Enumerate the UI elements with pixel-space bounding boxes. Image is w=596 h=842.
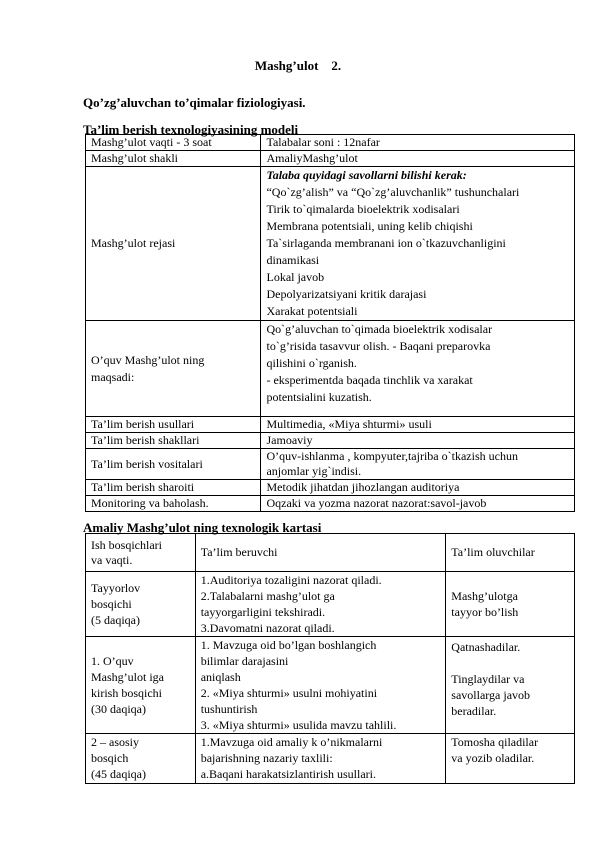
student-cell: Mashg’ulotga tayyor bo’lish bbox=[446, 572, 575, 637]
table-row bbox=[86, 449, 575, 480]
row-label: Ta’lim berish sharoiti bbox=[86, 480, 261, 496]
table-row bbox=[86, 496, 575, 512]
row-label: O’quv Mashg’ulot ning maqsadi: bbox=[86, 321, 261, 417]
table-row bbox=[86, 417, 575, 433]
row-label: Mashg’ulot vaqti - 3 soat bbox=[86, 135, 261, 151]
student-cell: Tomosha qiladilar va yozib oladilar. bbox=[446, 734, 575, 784]
page-heading: Mashg’ulot 2. bbox=[254, 58, 342, 73]
table-row bbox=[86, 433, 575, 449]
row-value: Talabalar soni : 12nafar bbox=[261, 135, 575, 151]
model-caption: Ta’lim berish texnologiyasining modeli bbox=[83, 122, 299, 137]
row-value: AmaliyMashg’ulot bbox=[261, 151, 575, 167]
technology-map-table bbox=[85, 533, 575, 784]
stage-cell: Tayyorlov bosqichi (5 daqiqa) bbox=[86, 572, 196, 637]
row-label: Ta’lim berish shakllari bbox=[86, 433, 261, 449]
table-row bbox=[86, 572, 575, 637]
table-row bbox=[86, 480, 575, 496]
row-label: Ta’lim berish usullari bbox=[86, 417, 261, 433]
row-value: Jamoaviy bbox=[261, 433, 575, 449]
row-label: Mashg’ulot shakli bbox=[86, 151, 261, 167]
value-heading: Talaba quyidagi savollarni bilishi kerak: bbox=[266, 168, 467, 182]
stage-cell: 1. O’quv Mashg’ulot iga kirish bosqichi (30 daqiqa) bbox=[86, 637, 196, 734]
model-table bbox=[85, 134, 575, 512]
row-value: Talaba quyidagi savollarni bilishi kerak: “Qo`zg’alish” va “Qo`zg’aluvchanlik” tushunchalari Tirik to`qimalarda bioelektrik xodisalari Membrana potentsiali, uning kelib chiqishi Ta`sirlaganda membranani ion o`tkazuvchanligini dinamikasi Lokal javob Depolyarizatsiyani kritik darajasi Xarakat potentsiali bbox=[261, 167, 575, 321]
column-header: Ta’lim beruvchi bbox=[195, 534, 446, 572]
table-row bbox=[86, 151, 575, 167]
teacher-cell: 1.Auditoriya tozaligini nazorat qiladi. 2.Talabalarni mashg’ulot ga tayyorgarligini tekshiradi. 3.Davomatni nazorat qiladi. bbox=[195, 572, 446, 637]
student-cell: Qatnashadilar. Tinglaydilar va savollarga javob beradilar. bbox=[446, 637, 575, 734]
row-label: Mashg’ulot rejasi bbox=[86, 167, 261, 321]
row-label: Monitoring va baholash. bbox=[86, 496, 261, 512]
row-value: O’quv-ishlanma , kompyuter,tajriba o`tkazish uchun anjomlar yig`indisi. bbox=[261, 449, 575, 480]
stage-cell: 2 – asosiy bosqich (45 daqiqa) bbox=[86, 734, 196, 784]
row-value: Multimedia, «Miya shturmi» usuli bbox=[261, 417, 575, 433]
table-row bbox=[86, 135, 575, 151]
column-header: Ish bosqichlari va vaqti. bbox=[86, 534, 196, 572]
table-row bbox=[86, 637, 575, 734]
row-label: Ta’lim berish vositalari bbox=[86, 449, 261, 480]
teacher-cell: 1. Mavzuga oid bo’lgan boshlangich bilimlar darajasini aniqlash 2. «Miya shturmi» usulni mohiyatini tushuntirish 3. «Miya shturmi» usulida mavzu tahlili. bbox=[195, 637, 446, 734]
teacher-cell: 1.Mavzuga oid amaliy k o’nikmalarni bajarishning nazariy taxlili: a.Baqani harakatsizlantirish usullari. bbox=[195, 734, 446, 784]
row-value: Metodik jihatdan jihozlangan auditoriya bbox=[261, 480, 575, 496]
row-value: Oqzaki va yozma nazorat nazorat:savol-javob bbox=[261, 496, 575, 512]
topic-title: Qo’zg’aluvchan to’qimalar fiziologiyasi. bbox=[83, 95, 306, 110]
table-header-row bbox=[86, 534, 575, 572]
table-row bbox=[86, 321, 575, 417]
map-caption: Amaliy Mashg’ulot ning texnologik kartasi bbox=[83, 520, 322, 535]
column-header: Ta’lim oluvchilar bbox=[446, 534, 575, 572]
table-row bbox=[86, 167, 575, 321]
table-row bbox=[86, 734, 575, 784]
row-value: Qo`g’aluvchan to`qimada bioelektrik xodisalar to`g’risida tasavvur olish. - Baqani preparovka qilishini o`rganish. - eksperimentda baqada tinchlik va xarakat potentsialini kuzatish. bbox=[261, 321, 575, 417]
